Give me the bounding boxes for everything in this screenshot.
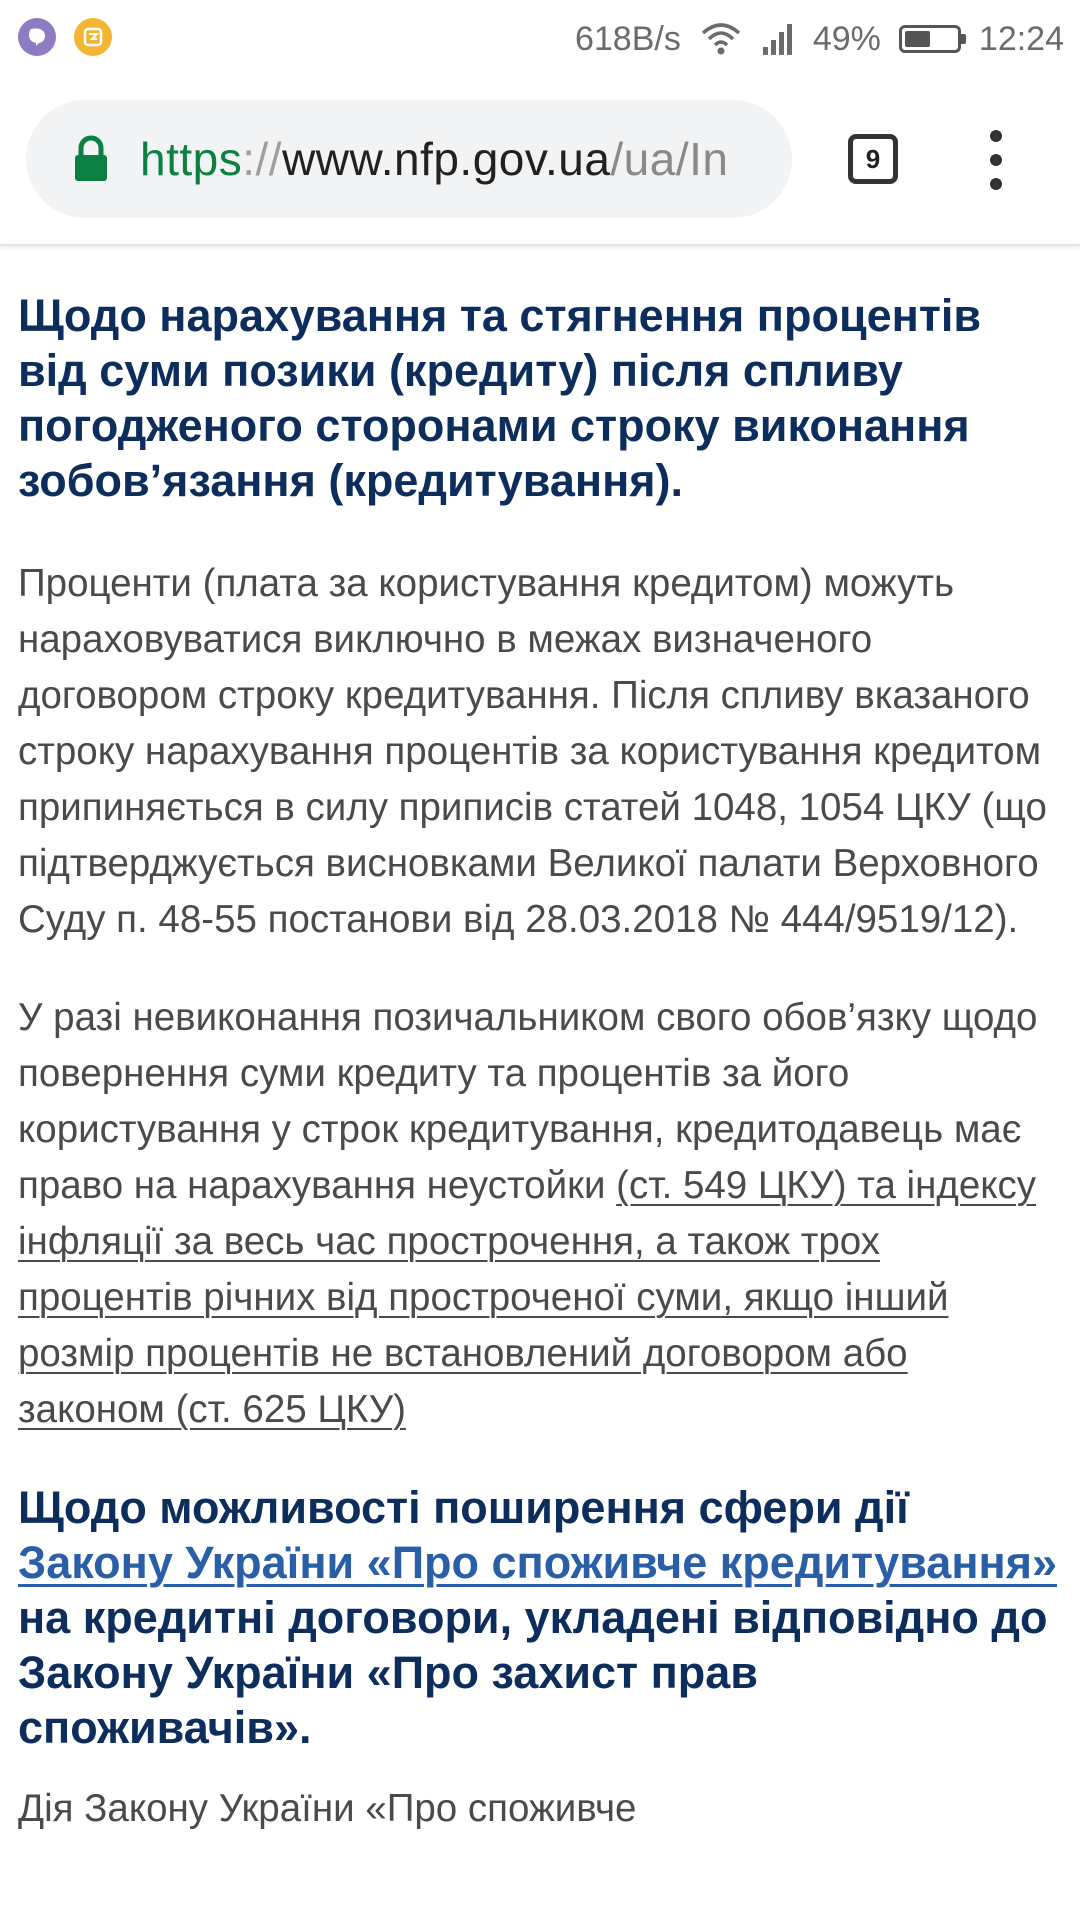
cutoff-paragraph: Дія Закону України «Про споживче [18, 1787, 637, 1830]
paragraph-default-penalties [18, 990, 1062, 1438]
viber-icon [18, 18, 56, 56]
battery-icon [899, 25, 961, 53]
title-text-end: на кредитні договори, укладені відповідно до Закону України «Про захист прав споживачів». [18, 1592, 1048, 1753]
browser-toolbar [0, 78, 1080, 246]
section-title-interest: Щодо нарахування та стягнення процентів від суми позики (кредиту) після спливу погодженого сторонами строку виконання зобов’язання (кредитування). [18, 290, 982, 506]
link-article-625[interactable]: (ст. 625 ЦКУ) [175, 1388, 406, 1431]
section-title-consumer-credit [18, 1480, 1062, 1755]
tab-switcher-button[interactable] [848, 134, 898, 184]
net-speed: 618B/s [574, 19, 681, 58]
menu-dot-icon [990, 130, 1002, 142]
title-text-start: Щодо можливості поширення сфери дії [18, 1482, 909, 1533]
page-content [0, 246, 1080, 1837]
status-bar-left [18, 18, 112, 56]
url-path: /ua/In [610, 133, 729, 185]
paragraph-text: У разі невиконання позичальником свого обов’язку щодо повернення суми кредиту та процентів за його користування у строк кредитування, кредитодавець має право на нарахування неустойки [18, 996, 1038, 1207]
notification-app-icon [74, 18, 112, 56]
overflow-menu-button[interactable] [976, 130, 1016, 190]
lock-icon[interactable] [72, 135, 110, 183]
tab-count: 9 [865, 143, 881, 174]
clock: 12:24 [978, 19, 1064, 58]
url-bar[interactable] [26, 100, 792, 218]
paragraph-interest-accrual: Проценти (плата за користування кредитом) можуть нараховуватися виключно в межах визначеного договором строку кредитування. Після спливу вказаного строку нарахування процентів за користування кредитом припиняється в силу приписів статей 1048, 1054 ЦКУ (що підтверджується висновками Великої палати Верховного Суду п. 48-55 постанови від 28.03.2018 № 444/9519/12). [18, 562, 1047, 941]
status-bar [0, 0, 1080, 78]
signal-icon [761, 21, 795, 57]
url-text[interactable] [140, 132, 760, 186]
link-inflation-index[interactable]: та індексу інфляції за весь час прострочення, а також трох процентів річних від простроченої суми, якщо інший розмір процентів не встановлений договором або законом [18, 1164, 1037, 1431]
link-article-549[interactable]: (ст. 549 ЦКУ) [616, 1164, 847, 1207]
menu-dot-icon [990, 178, 1002, 190]
menu-dot-icon [990, 154, 1002, 166]
battery-percent: 49% [812, 19, 881, 58]
url-separator: :// [242, 133, 283, 185]
url-scheme: https [140, 133, 243, 185]
link-consumer-credit-law[interactable]: Закону України «Про споживче кредитування» [18, 1537, 1057, 1588]
wifi-icon [699, 21, 743, 57]
battery-fill [905, 31, 930, 47]
url-host: www.nfp.gov.ua [282, 133, 611, 185]
status-bar-right [557, 14, 1064, 64]
